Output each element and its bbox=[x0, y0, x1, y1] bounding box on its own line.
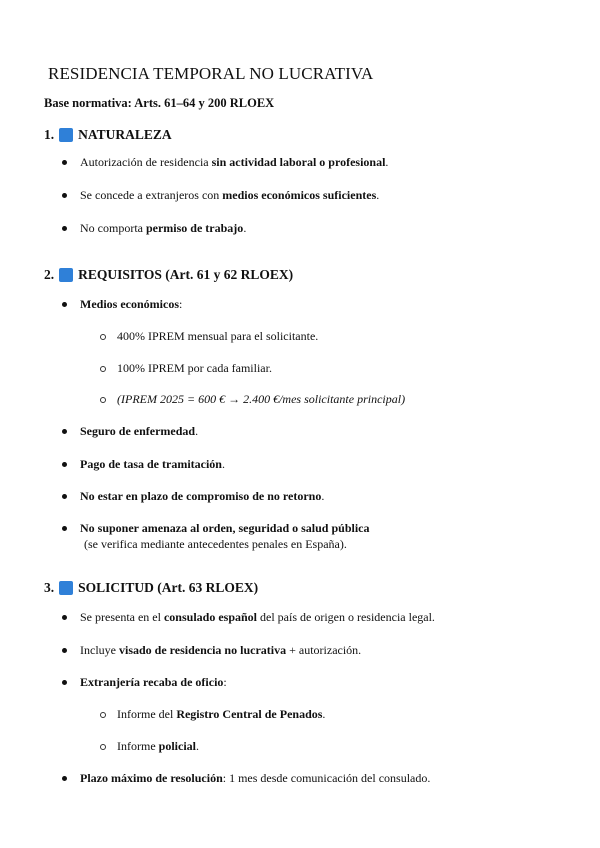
item-italic: (IPREM 2025 = 600 € → 2.400 €/mes solicitante principal) bbox=[117, 392, 406, 406]
bullet-icon bbox=[62, 302, 67, 307]
item-bold: Medios económicos bbox=[80, 297, 179, 311]
sub-list-item: 400% IPREM mensual para el solicitante. bbox=[117, 329, 319, 343]
section-heading-solicitud bbox=[44, 580, 258, 596]
bullet-icon bbox=[62, 776, 67, 781]
list-item bbox=[80, 771, 430, 786]
list-item bbox=[80, 155, 388, 170]
item-text: Informe bbox=[117, 739, 159, 753]
item-text: . bbox=[195, 424, 199, 438]
list-item bbox=[80, 489, 324, 504]
bullet-icon bbox=[62, 648, 67, 653]
item-bold: No estar en plazo de compromiso de no retorno bbox=[80, 489, 322, 503]
item-bold: permiso de trabajo bbox=[145, 221, 244, 235]
list-item bbox=[80, 610, 435, 625]
item-text: + autorización. bbox=[286, 643, 362, 657]
bullet-icon bbox=[62, 615, 67, 620]
sub-list-item: 100% IPREM por cada familiar. bbox=[117, 361, 272, 375]
bullet-icon bbox=[62, 193, 67, 198]
section-title: SOLICITUD (Art. 63 RLOEX) bbox=[78, 580, 259, 595]
item-text: Autorización de residencia bbox=[80, 155, 212, 169]
hollow-bullet-icon bbox=[100, 397, 106, 403]
list-item bbox=[80, 457, 225, 472]
item-text: . bbox=[376, 188, 380, 202]
item-bold: Seguro de enfermedad bbox=[80, 424, 196, 438]
item-text: . bbox=[221, 457, 225, 471]
hollow-bullet-icon bbox=[100, 712, 106, 718]
blue-square-icon bbox=[59, 128, 73, 142]
section-number: 2. bbox=[44, 267, 55, 282]
hollow-bullet-icon bbox=[100, 366, 106, 372]
blue-square-icon bbox=[59, 581, 73, 595]
item-bold: medios económicos suficientes bbox=[222, 188, 377, 202]
section-heading-naturaleza bbox=[44, 127, 172, 143]
bullet-icon bbox=[62, 226, 67, 231]
section-number: 3. bbox=[44, 580, 55, 595]
item-text: : bbox=[223, 675, 227, 689]
item-text: del país de origen o residencia legal. bbox=[257, 610, 435, 624]
item-text: No comporta bbox=[80, 221, 146, 235]
blue-square-icon bbox=[59, 268, 73, 282]
bullet-icon bbox=[62, 462, 67, 467]
sub-list-item bbox=[117, 392, 405, 407]
list-item bbox=[80, 297, 182, 312]
item-bold: Extranjería recaba de oficio bbox=[80, 675, 224, 689]
item-text: . bbox=[243, 221, 247, 235]
bullet-icon bbox=[62, 494, 67, 499]
list-item bbox=[80, 521, 370, 536]
hollow-bullet-icon bbox=[100, 334, 106, 340]
item-text: : bbox=[178, 297, 183, 311]
item-bold: consulado español bbox=[163, 610, 257, 624]
hollow-bullet-icon bbox=[100, 744, 106, 750]
bullet-icon bbox=[62, 160, 67, 165]
bullet-icon bbox=[62, 526, 67, 531]
item-bold: visado de residencia no lucrativa bbox=[118, 643, 287, 657]
list-item bbox=[80, 675, 227, 690]
item-text: Se concede a extranjeros con bbox=[80, 188, 223, 202]
list-item bbox=[80, 424, 198, 439]
section-number: 1. bbox=[44, 127, 55, 142]
item-text: Se presenta en el bbox=[80, 610, 164, 624]
list-item bbox=[80, 643, 361, 658]
section-title: NATURALEZA bbox=[78, 127, 172, 142]
bullet-icon bbox=[62, 680, 67, 685]
sub-list-item bbox=[117, 739, 199, 754]
list-item bbox=[80, 188, 379, 203]
item-text: . bbox=[385, 155, 389, 169]
item-text: Informe del bbox=[117, 707, 177, 721]
item-bold: sin actividad laboral o profesional bbox=[211, 155, 386, 169]
legal-basis: Base normativa: Arts. 61–64 y 200 RLOEX bbox=[44, 96, 275, 110]
item-bold: Registro Central de Penados bbox=[176, 707, 323, 721]
item-bold: policial bbox=[158, 739, 196, 753]
list-item-continuation: (se verifica mediante antecedentes penales en España). bbox=[84, 537, 347, 551]
item-bold: Plazo máximo de resolución bbox=[80, 771, 223, 785]
item-bold: No suponer amenaza al orden, seguridad o salud pública bbox=[80, 521, 370, 535]
list-item bbox=[80, 221, 246, 236]
section-heading-requisitos bbox=[44, 267, 293, 283]
item-text: : 1 mes desde comunicación del consulado. bbox=[222, 771, 431, 785]
item-text: . bbox=[321, 489, 325, 503]
bullet-icon bbox=[62, 429, 67, 434]
sub-list-item bbox=[117, 707, 325, 722]
document-title: RESIDENCIA TEMPORAL NO LUCRATIVA bbox=[48, 64, 374, 83]
item-bold: Pago de tasa de tramitación bbox=[80, 457, 222, 471]
item-text: . bbox=[196, 739, 199, 753]
item-text: . bbox=[322, 707, 326, 721]
section-title: REQUISITOS (Art. 61 y 62 RLOEX) bbox=[78, 267, 294, 282]
item-text: Incluye bbox=[80, 643, 119, 657]
